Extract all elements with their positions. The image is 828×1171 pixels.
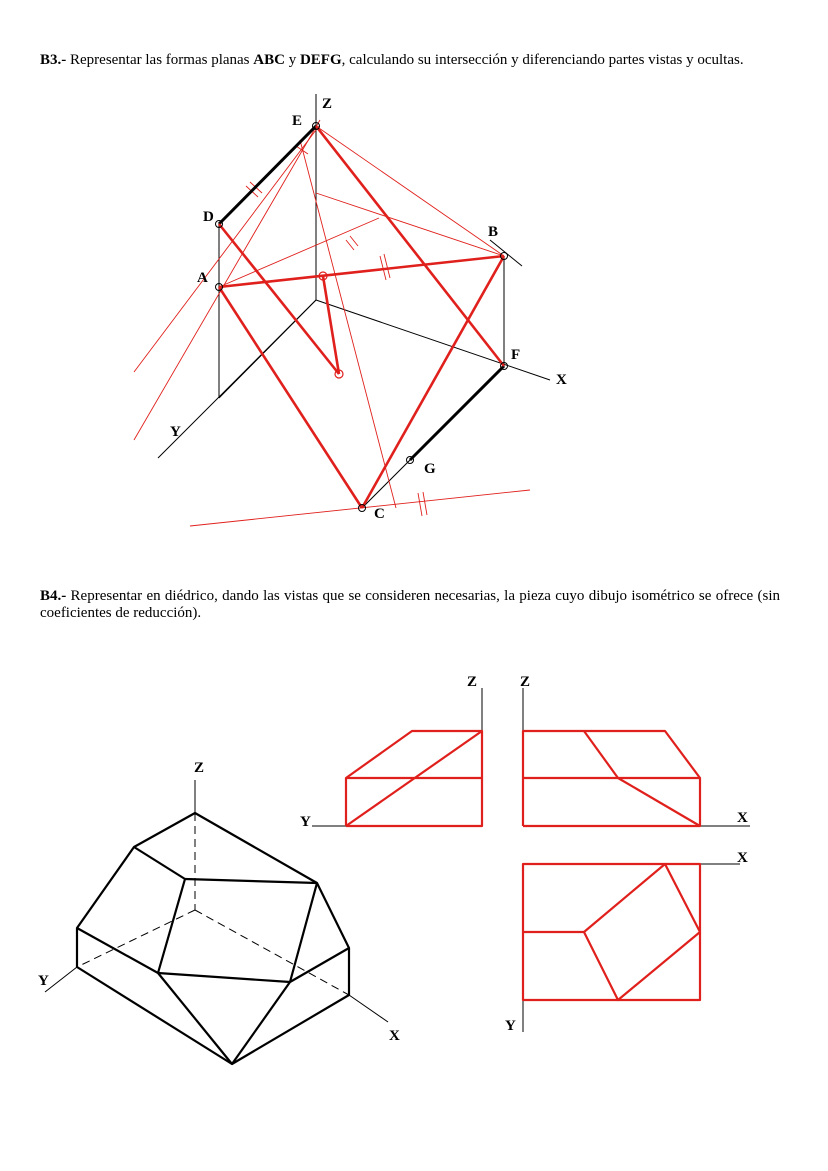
b3-label-f: F	[511, 347, 521, 363]
b4-plan-view	[523, 864, 700, 1000]
b4-side-view-label-z: Z	[467, 674, 478, 690]
b3-conj: y	[288, 52, 297, 68]
b3-text-2: , calculando su intersección y diferenciando partes vistas y ocultas.	[341, 52, 744, 68]
b3-parallel-mark-8	[350, 236, 358, 246]
b3-point-markers	[216, 123, 508, 512]
b4-iso-edge-6	[290, 883, 317, 982]
b3-edge-ef	[316, 126, 504, 366]
b4-iso-edge-5	[158, 973, 290, 982]
b3-intersection-line	[323, 276, 339, 374]
b4-iso-edge-4	[158, 879, 185, 973]
b3-label-x: X	[556, 372, 567, 388]
b4-iso-label-z: Z	[194, 760, 205, 776]
b4-front-view-edge-3	[618, 778, 700, 826]
b4-iso-edge-1	[77, 928, 158, 973]
b3-edge-fg	[410, 366, 504, 460]
b4-text: Representar en diédrico, dando las vistas que se consideren necesarias, la pieza cuyo dibujo isométrico se ofrece (sin coeficientes de reducción).	[40, 588, 780, 621]
b3-shape-defg: DEFG	[299, 52, 342, 68]
b4-plan-view-label-x: X	[737, 850, 748, 866]
b3-label-d: D	[203, 209, 214, 225]
b4-heading: B4.-	[40, 588, 67, 604]
b3-label-g: G	[424, 461, 436, 477]
b3-diagram	[134, 94, 567, 526]
b4-front-view	[523, 731, 700, 826]
b3-label-a: A	[197, 270, 208, 286]
b3-parallel-mark-7	[346, 240, 354, 250]
b3-axis-x	[316, 300, 550, 380]
b3-visible-edges	[219, 126, 504, 460]
b3-parallel-mark-3	[418, 493, 422, 516]
b4-plan-view-label-y: Y	[505, 1018, 516, 1034]
b3-shape-edges	[219, 126, 504, 508]
b4-front-view-label-x: X	[737, 810, 748, 826]
b4-plan-view-inner-face	[584, 864, 700, 1000]
b3-parallel-mark-4	[423, 492, 427, 515]
b3-construction-1	[134, 126, 319, 372]
b4-iso-axis-y-end	[45, 967, 77, 992]
b3-shape-abc: ABC	[253, 52, 285, 68]
b4-iso-edge-9	[232, 982, 290, 1064]
b4-front-view-label-z: Z	[520, 674, 531, 690]
b3-text-1: Representar las formas planas	[70, 52, 250, 68]
b3-edge-ac	[219, 287, 362, 508]
b4-iso-label-y: Y	[38, 973, 49, 989]
b3-construction-3	[316, 126, 504, 256]
b3-label-z: Z	[322, 96, 333, 112]
b4-iso-outline	[77, 813, 349, 1064]
b4-iso-edge-2	[134, 847, 185, 879]
b3-label-c: C	[374, 506, 385, 522]
b3-construction-7	[190, 490, 530, 526]
b4-iso-hidden-edges	[77, 813, 349, 995]
b3-construction-6	[300, 140, 396, 508]
b3-edge-dg-part	[219, 224, 339, 374]
b3-projector-ground-a	[219, 300, 316, 398]
b3-label-e: E	[292, 113, 303, 129]
b3-axes	[158, 94, 550, 508]
b4-side-view-label-y: Y	[300, 814, 311, 830]
b4-view-axes	[312, 688, 750, 1032]
b3-label-y: Y	[170, 424, 181, 440]
b4-front-view-edge-2	[584, 731, 618, 778]
b3-edge-de	[219, 126, 316, 224]
b4-iso-visible-edges	[77, 813, 349, 1064]
b4-iso-axis-x-end	[349, 995, 388, 1022]
b3-edge-ab	[219, 256, 504, 287]
b4-iso-edge-8	[158, 973, 232, 1064]
b4-iso-edge-3	[185, 879, 317, 883]
b4-iso-label-x: X	[389, 1028, 400, 1044]
b4-hidden-axis-x	[195, 910, 349, 995]
b4-orthographic-views	[300, 674, 750, 1034]
b3-heading: B3.-	[40, 52, 67, 68]
b3-label-b: B	[488, 224, 499, 240]
b4-side-view	[346, 731, 482, 826]
